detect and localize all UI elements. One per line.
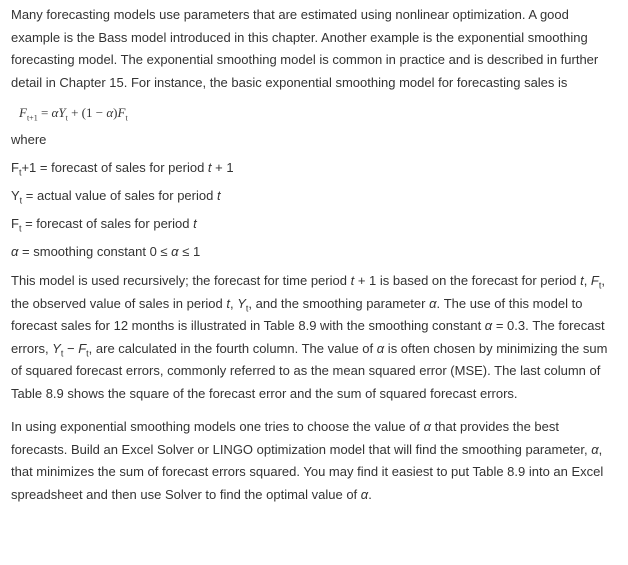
p2-k: is often chosen by minimizing the sum of squared forecast errors, commonly referred to as the mean squared error (MSE). The last column of Table 8.9 shows the square of the forecast error and the sum of squared forecast errors. xyxy=(11,340,608,401)
def4-symbol-2: α xyxy=(171,244,179,259)
formula-sub-t2: t xyxy=(125,113,128,123)
p2-t2: t xyxy=(580,273,584,288)
def3-var: t xyxy=(193,216,197,231)
p2-y2: Y xyxy=(52,340,61,356)
p3-d: . xyxy=(368,486,372,502)
where-label: where xyxy=(11,132,47,147)
p3-alpha3: α xyxy=(360,486,369,502)
formula-alpha: α xyxy=(51,105,59,120)
p3-alpha2: α xyxy=(591,441,599,457)
p2-y2sub: t xyxy=(60,348,64,359)
p2-t1: t xyxy=(350,273,355,288)
def2-symbol: Y xyxy=(11,188,20,203)
p3-alpha1: α xyxy=(423,419,432,434)
p2-a: This model is used recursively; the forecast for time period xyxy=(11,273,351,288)
p2-c: , xyxy=(583,273,591,288)
def4-text: = smoothing constant 0 ≤ xyxy=(18,244,172,259)
p2-g: . The use of this model to forecast sales for 12 months is illustrated in Table 8.9 with the smoothing constant xyxy=(11,295,583,333)
formula-f2: F xyxy=(117,105,126,120)
p2-alpha3: α xyxy=(376,340,385,356)
p2-j: , are calculated in the fourth column. The value of xyxy=(88,340,377,356)
def1-text: +1 = forecast of sales for period xyxy=(21,160,208,175)
p2-h: = 0.3. The forecast errors, xyxy=(11,318,605,356)
p2-b: + 1 is based on the forecast for period xyxy=(354,273,581,288)
p2-f-text: , and the smoothing parameter xyxy=(248,295,430,311)
def2-subscript: t xyxy=(19,195,23,206)
definition-actual xyxy=(11,185,616,207)
formula-alpha-2: α xyxy=(106,105,114,120)
def3-text: = forecast of sales for period xyxy=(21,216,194,231)
definition-forecast-next xyxy=(11,157,616,179)
p2-e: , xyxy=(229,295,238,311)
def1-tail: + 1 xyxy=(211,160,234,175)
def4-symbol: α xyxy=(11,244,19,259)
formula-f: F xyxy=(19,105,27,120)
p2-d: , the observed value of sales in period xyxy=(11,273,606,311)
formula-close: ) xyxy=(113,105,118,120)
p2-t3: t xyxy=(226,295,230,311)
p2-alpha2: α xyxy=(484,318,493,333)
formula-sub-t: t xyxy=(65,113,68,123)
p3-c: , that minimizes the sum of forecast errors squared. You may find it easiest to put Table 8.9 into an Excel spreadsheet and then use Solver to find the optimal value of xyxy=(11,441,604,502)
formula-plus: + (1 − xyxy=(67,105,107,120)
p3-b: that provides the best forecasts. Build an Excel Solver or LINGO optimization model that will find the smoothing parameter, xyxy=(11,419,592,457)
formula-y: Y xyxy=(58,105,66,120)
p2-y: Y xyxy=(237,295,246,311)
task-paragraph xyxy=(11,416,616,506)
p2-f2: F xyxy=(78,340,87,356)
def3-symbol: F xyxy=(11,216,19,231)
def3-subscript: t xyxy=(18,223,22,234)
def4-tail: ≤ 1 xyxy=(178,244,201,259)
p2-fsub: t xyxy=(598,280,602,291)
definition-forecast xyxy=(11,213,616,235)
p3-a: In using exponential smoothing models one tries to choose the value of xyxy=(11,419,424,434)
def1-var: t xyxy=(207,160,212,175)
p2-i: − xyxy=(63,340,79,356)
model-explanation-paragraph xyxy=(11,270,616,405)
formula-equals: = xyxy=(37,105,52,120)
def2-var: t xyxy=(216,188,221,203)
p2-ysub: t xyxy=(245,303,249,314)
exponential-smoothing-formula xyxy=(19,101,616,125)
def1-symbol: F xyxy=(11,160,19,175)
formula-sub-t1: t+1 xyxy=(26,113,38,123)
p2-f2sub: t xyxy=(86,348,89,359)
p2-alpha1: α xyxy=(429,295,437,311)
definition-alpha xyxy=(11,241,616,263)
def2-text: = actual value of sales for period xyxy=(22,188,217,203)
intro-paragraph: Many forecasting models use parameters that are estimated using nonlinear optimization. A good example is the Bass model introduced in this chapter. Another example is the exponential smoothing forecasting model. The exponential smoothing model is common in practice and is described in further detail in Chapter 15. For instance, the basic exponential smoothing model for forecasting sales is xyxy=(11,7,599,90)
p2-f: F xyxy=(590,273,599,288)
def1-subscript: t xyxy=(18,167,22,178)
